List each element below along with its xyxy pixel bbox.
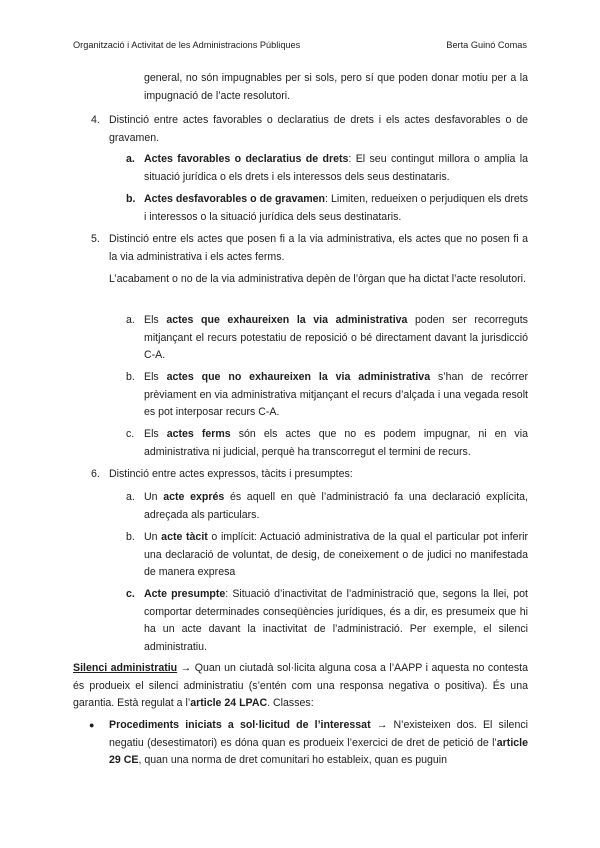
sublist-marker: b. <box>126 193 136 205</box>
bullet-icon: ● <box>89 720 95 730</box>
prefix: Un <box>144 531 162 543</box>
reference: article 29 CE <box>109 736 528 767</box>
prefix: Un <box>144 491 164 503</box>
page-header <box>73 40 527 50</box>
definition: : Situació d’inactivitat de l’administració que, segons la llei, pot comportar determinades conseqüències jurídiques, és a dir, es presumeix que hi ha un acte davant la inactivitat de l’administració. Per exemple, el silenci administratiu. <box>144 588 528 653</box>
term: actes que no exhaureixen la via administrativa <box>166 371 431 383</box>
definition: és aquell en què l’administració fa una declaració explícita, adreçada als particulars. <box>144 491 528 521</box>
definition: : Limiten, redueixen o perjudiquen els drets i interessos o la situació jurídica dels seus destinataris. <box>144 193 528 223</box>
sublist-item <box>144 489 528 524</box>
sublist-marker: a. <box>126 491 135 503</box>
section-title: Silenci administratiu <box>73 662 178 674</box>
sublist-item <box>144 426 528 461</box>
definition: o implícit: Actuació administrativa de la qual el particular pot inferir una declaració de voluntat, de desig, de coneixement o de judici no manifestada de manera expresa <box>144 531 528 579</box>
reference: article 24 LPAC <box>190 697 268 710</box>
term: acte exprés <box>163 491 225 503</box>
sublist-item <box>144 312 528 365</box>
bullet-item <box>109 717 528 770</box>
list-item-text: Distinció entre els actes que posen fi a la via administrativa, els actes que no posen fi a la via administrativa i els actes ferms. <box>109 233 528 263</box>
prefix: Els <box>144 314 167 326</box>
sublist-marker: a. <box>126 314 135 326</box>
term: actes que exhaureixen la via administrativa <box>166 314 408 326</box>
sublist-item <box>144 369 528 422</box>
term: Acte presumpte <box>144 588 226 600</box>
text: , quan una norma de dret comunitari ho estableix, quan es puguin <box>138 754 448 767</box>
term: Actes favorables o declaratius de drets <box>144 153 349 165</box>
text: → Quan un ciutadà sol·licita alguna cosa a l’AAPP i aquesta no contesta és produeix el silenci administratiu (s’entén com una responsa negativa o positiva). És una garantia. Està regulat a l’ <box>73 662 528 710</box>
header-title: Organització i Activitat de les Administracions Públiques <box>73 40 301 50</box>
definition: : El seu contingut millora o amplia la situació jurídica o els drets i els interessos dels seus destinataris. <box>144 153 528 183</box>
continuation-paragraph: general, no són impugnables per si sols, pero sí que poden donar motiu per a la impugnació de l’acte resolutori. <box>144 72 528 102</box>
prefix: Els <box>144 428 167 440</box>
term: acte tàcit <box>161 531 208 543</box>
list-number: 6. <box>91 468 100 480</box>
sublist-item <box>144 151 528 186</box>
list-number: 5. <box>91 233 100 245</box>
term: Procediments iniciats a sol·licitud de l’interessat <box>109 719 371 731</box>
sublist-item <box>144 529 528 582</box>
term: actes ferms <box>166 428 231 440</box>
sublist-marker: b. <box>126 531 135 543</box>
term: Actes desfavorables o de gravamen <box>144 193 326 205</box>
list-item-text: Distinció entre actes favorables o declaratius de drets i els actes desfavorables o de gravamen. <box>109 114 528 144</box>
header-author: Berta Guinó Comas <box>446 40 527 50</box>
text: → N’existeixen dos. El silenci negatiu (desestimatori) es dóna quan es produeix l’exercici de dret de petició de l’ <box>109 719 528 749</box>
definition: s’han de recórrer prèviament en via administrativa mitjançant el recurs d’alçada i una vegada resolt es pot interposar recurs C-A. <box>144 371 528 419</box>
sublist-marker: c. <box>126 588 135 600</box>
sublist-marker: b. <box>126 371 135 383</box>
silenci-paragraph <box>73 660 528 713</box>
list-number: 4. <box>91 114 100 126</box>
definition: són els actes que no es podem impugnar, ni en via administrativa ni judicial, perquè ha transcorregut el termini de recurs. <box>144 428 528 458</box>
sublist-marker: a. <box>126 153 135 165</box>
sublist-item <box>144 191 528 226</box>
sublist-marker: c. <box>126 428 135 440</box>
list-paragraph: L’acabament o no de la via administrativa depèn de l’òrgan que ha dictat l’acte resolutori. <box>109 273 526 285</box>
definition: poden ser recorreguts mitjançant el recurs potestatiu de reposició o bé directament davant la jurisdicció C-A. <box>144 314 528 362</box>
list-item-text: Distinció entre actes expressos, tàcits i presumptes: <box>109 468 353 480</box>
sublist-item <box>144 586 528 656</box>
text: . Classes: <box>267 697 314 710</box>
prefix: Els <box>144 371 167 383</box>
